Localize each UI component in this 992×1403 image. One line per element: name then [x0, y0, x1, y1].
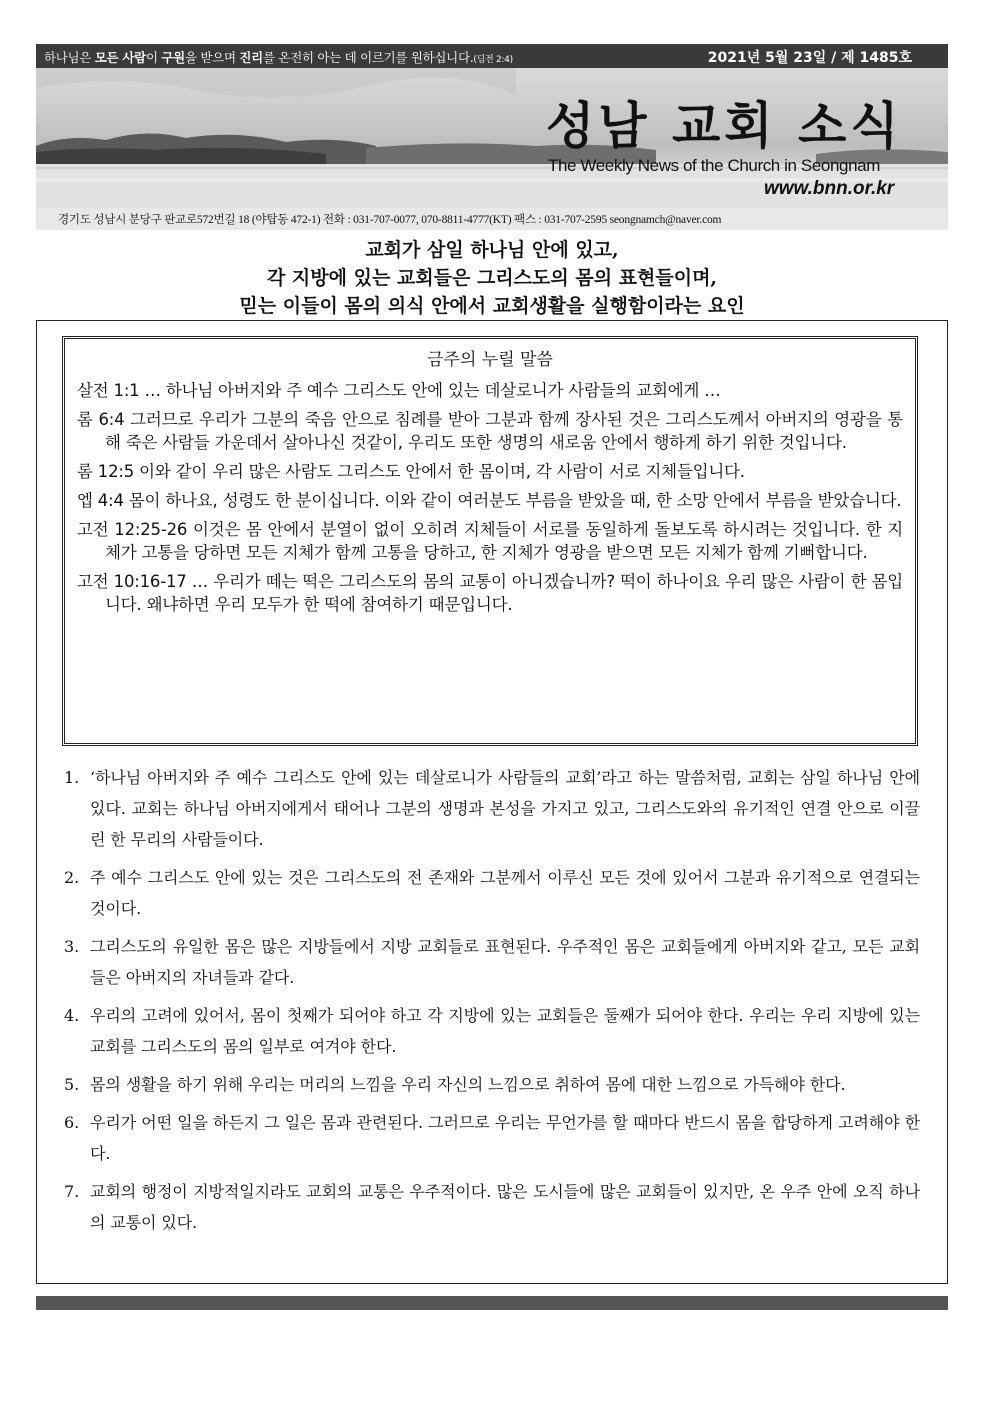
point-item: [64, 1069, 920, 1100]
point-text: 우리가 어떤 일을 하든지 그 일은 몸과 관련된다. 그러므로 우리는 무언가를 할 때마다 반드시 몸을 합당하게 고려해야 한다.: [90, 1113, 920, 1163]
point-text: 그리스도의 유일한 몸은 많은 지방들에서 지방 교회들로 표현된다. 우주적인 몸은 교회들에게 아버지와 같고, 모든 교회들은 아버지의 자녀들과 같다.: [90, 937, 920, 987]
verse-text: 하나님은: [44, 50, 95, 65]
verse-emphasis: 진리: [239, 50, 263, 65]
verse-text: 를 온전히 아는 데 이르기를 원하십니다.: [262, 50, 474, 65]
verse-item: 고전 10:16-17 … 우리가 떼는 떡은 그리스도의 몸의 교통이 아니겠습니까? 떡이 하나이요 우리 많은 사람이 한 몸입니다. 왜냐하면 우리 모두가 한 떡에 참여하기 때문입니다.: [77, 572, 903, 614]
verse-emphasis: 모든 사람: [94, 50, 146, 65]
headline-line: 각 지방에 있는 교회들은 그리스도의 몸의 표현들이며,: [266, 267, 718, 289]
verse-item: 살전 1:1 … 하나님 아버지와 주 예수 그리스도 안에 있는 데살로니가 사람들의 교회에게 …: [77, 381, 721, 400]
point-list: [64, 762, 920, 1245]
verse-box: [62, 336, 918, 746]
verse-box-title: 금주의 누릴 말씀: [427, 350, 553, 370]
verse-reference: (딤전 2:4): [473, 55, 513, 65]
point-number: 4.: [64, 1006, 80, 1025]
newsletter-subtitle: The Weekly News of the Church in Seongnam: [548, 156, 880, 175]
point-text: 주 예수 그리스도 안에 있는 것은 그리스도의 전 존재와 그분께서 이루신 모든 것에 있어서 그분과 유기적으로 연결되는 것이다.: [90, 868, 920, 918]
headline-line: 믿는 이들이 몸의 의식 안에서 교회생활을 실행함이라는 요인: [239, 295, 745, 317]
header-verse: [44, 48, 513, 66]
footer-bar: [36, 1296, 948, 1310]
website-link[interactable]: www.bnn.or.kr: [764, 178, 895, 199]
point-number: 1.: [64, 768, 80, 787]
point-item: [64, 931, 920, 993]
newsletter-title: 성남 교회 소식: [546, 97, 903, 155]
verse-text: 을 받으며: [184, 50, 240, 65]
verse-item: 고전 12:25-26 이것은 몸 안에서 분열이 없이 오히려 지체들이 서로를 동일하게 돌보도록 하시려는 것입니다. 한 지체가 고통을 당하면 모든 지체가 함께 고통을 당하고, 한 지체가 영광을 받으면 모든 지체가 함께 기뻐합니다.: [77, 520, 903, 562]
point-number: 7.: [64, 1182, 80, 1201]
point-item: [64, 1000, 920, 1062]
verse-emphasis: 구원: [161, 50, 185, 65]
point-text: 몸의 생활을 하기 위해 우리는 머리의 느낌을 우리 자신의 느낌으로 취하여 몸에 대한 느낌으로 가득해야 한다.: [90, 1075, 846, 1094]
point-item: [64, 862, 920, 924]
verse-item: 엡 4:4 몸이 하나요, 성령도 한 분이십니다. 이와 같이 여러분도 부름을 받았을 때, 한 소망 안에서 부름을 받았습니다.: [77, 491, 902, 510]
verse-text: 이: [145, 50, 162, 65]
point-number: 2.: [64, 868, 80, 887]
headline-line: 교회가 삼일 하나님 안에 있고,: [365, 239, 619, 261]
contact-address: 경기도 성남시 분당구 판교로572번길 18 (야탑동 472-1) 전화 : 031-707-0077, 070-8811-4777(KT) 팩스 : 031-707-2595 seongnamch@naver.com: [36, 208, 948, 230]
point-text: 교회의 행정이 지방적일지라도 교회의 교통은 우주적이다. 많은 도시들에 많은 교회들이 있지만, 온 우주 안에 오직 하나의 교통이 있다.: [90, 1182, 920, 1232]
point-item: [64, 1176, 920, 1238]
verse-item: 롬 12:5 이와 같이 우리 많은 사람도 그리스도 안에서 한 몸이며, 각 사람이 서로 지체들입니다.: [77, 462, 745, 481]
verse-list: [77, 379, 903, 622]
top-verse-bar: [36, 44, 948, 68]
verse-item: 롬 6:4 그러므로 우리가 그분의 죽음 안으로 침례를 받아 그분과 함께 장사된 것은 그리스도께서 아버지의 영광을 통해 죽은 사람들 가운데서 살아나신 것같이, 우리도 또한 생명의 새로움 안에서 행하게 하기 위한 것입니다.: [77, 410, 903, 452]
issue-date: 2021년 5월 23일 / 제 1485호: [707, 50, 912, 66]
point-number: 6.: [64, 1113, 80, 1132]
point-item: [64, 1107, 920, 1169]
point-text: ‘하나님 아버지와 주 예수 그리스도 안에 있는 데살로니가 사람들의 교회’라고 하는 말씀처럼, 교회는 삼일 하나님 안에 있다. 교회는 하나님 아버지에게서 태어나 그분의 생명과 본성을 가지고 있고, 그리스도와의 유기적인 연결 안으로 이끌린 한 무리의 사람들이다.: [90, 768, 920, 849]
point-item: [64, 762, 920, 855]
point-text: 우리의 고려에 있어서, 몸이 첫째가 되어야 하고 각 지방에 있는 교회들은 둘째가 되어야 한다. 우리는 우리 지방에 있는 교회를 그리스도의 몸의 일부로 여겨야 한다.: [90, 1006, 920, 1056]
point-number: 3.: [64, 937, 80, 956]
headline: [36, 236, 948, 320]
masthead-banner: [36, 68, 948, 208]
point-number: 5.: [64, 1075, 80, 1094]
